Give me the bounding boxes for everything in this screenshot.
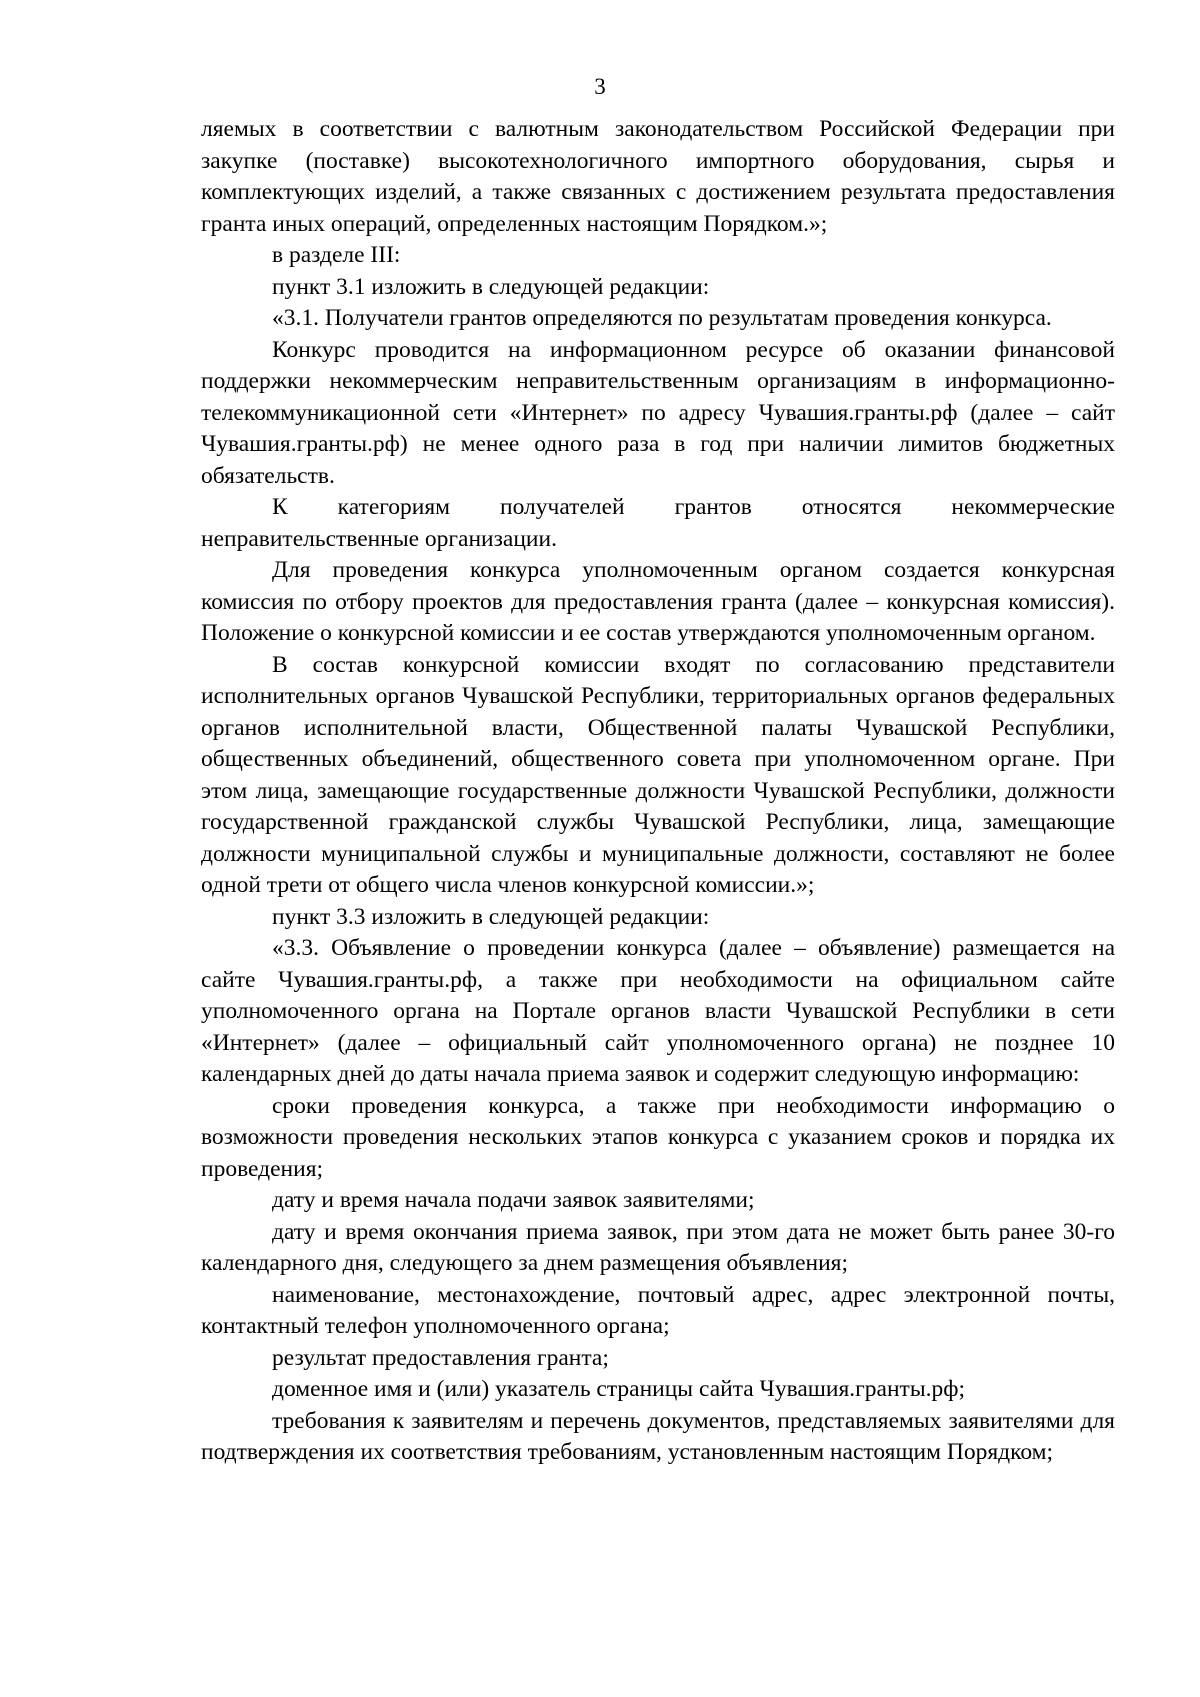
paragraph: наименование, местонахождение, почтовый адрес, адрес электронной почты, контактный телефон уполномоченного органа; (201, 1281, 1115, 1339)
paragraph: в разделе III: (272, 242, 401, 268)
paragraph: «3.3. Объявление о проведении конкурса (далее – объявление) размещается на сайте Чувашия.гранты.рф, а также при необходимости на официальном сайте уполномоченного органа на Портале органов власти Чувашской Республики в сети «Интернет» (далее – официальный сайт уполномоченного органа) не позднее 10 календарных дней до даты начала приема заявок и содержит следующую информацию: (201, 935, 1115, 1087)
paragraph: ляемых в соответствии с валютным законодательством Российской Федерации при закупке (поставке) высокотехнологичного импортного оборудования, сырья и комплектующих изделий, а также связанных с достижением результата предоставления гранта иных операций, определенных настоящим Порядком.»; (201, 116, 1115, 237)
paragraph: требования к заявителям и перечень документов, представляемых заявителями для подтверждения их соответствия требованиям, установленным настоящим Порядком; (201, 1407, 1115, 1465)
page-number: 3 (594, 74, 606, 99)
paragraph: Конкурс проводится на информационном ресурсе об оказании финансовой поддержки некоммерческим неправительственным организациям в информационно-телекоммуникационной сети «Интернет» по адресу Чувашия.гранты.рф (далее – сайт Чувашия.гранты.рф) не менее одного раза в год при наличии лимитов бюджетных обязательств. (201, 336, 1115, 489)
paragraph: сроки проведения конкурса, а также при необходимости информацию о возможности проведения нескольких этапов конкурса с указанием сроков и порядка их проведения; (201, 1092, 1115, 1182)
paragraph: «3.1. Получатели грантов определяются по результатам проведения конкурса. (272, 305, 1052, 331)
paragraph: К категориям получателей грантов относятся некоммерческие неправительственные организации. (201, 494, 1115, 552)
paragraph: Для проведения конкурса уполномоченным органом создается конкурсная комиссия по отбору проектов для предоставления гранта (далее – конкурсная комиссия). Положение о конкурсной комиссии и ее состав утверждаются уполномоченным органом. (201, 557, 1115, 646)
paragraph: доменное имя и (или) указатель страницы сайта Чувашия.гранты.рф; (272, 1376, 965, 1402)
paragraph: результат предоставления гранта; (272, 1344, 609, 1371)
paragraph: дату и время окончания приема заявок, при этом дата не может быть ранее 30-го календарного дня, следующего за днем размещения объявления; (201, 1218, 1115, 1276)
paragraph: пункт 3.1 изложить в следующей редакции: (272, 273, 710, 300)
paragraph: В состав конкурсной комиссии входят по согласованию представители исполнительных органов Чувашской Республики, территориальных органов федеральных органов исполнительной власти, Общественной палаты Чувашской Республики, общественных объединений, общественного совета при уполномоченном органе. При этом лица, замещающие государственные должности Чувашской Республики, должности государственной гражданской службы Чувашской Республики, лица, замещающие должности муниципальной службы и муниципальные должности, составляют не более одной трети от общего числа членов конкурсной комиссии.»; (201, 651, 1115, 898)
document-body (201, 114, 1115, 1469)
paragraph: дату и время начала подачи заявок заявителями; (272, 1187, 755, 1213)
paragraph: пункт 3.3 изложить в следующей редакции: (272, 903, 710, 930)
